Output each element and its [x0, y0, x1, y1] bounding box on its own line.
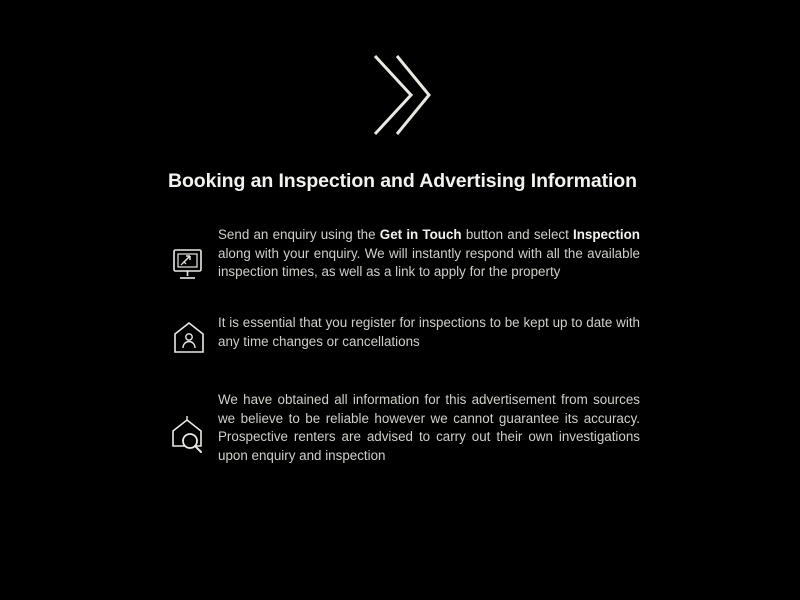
- list-item-text: [218, 226, 640, 282]
- text-segment-2: button and select: [461, 227, 574, 242]
- text-segment-1: Send an enquiry using the: [218, 227, 380, 242]
- page-title: Booking an Inspection and Advertising Information: [168, 170, 637, 192]
- info-list: [160, 226, 640, 491]
- list-item: [160, 391, 640, 465]
- house-person-register-icon: [160, 314, 218, 357]
- list-item-text: It is essential that you register for inspections to be kept up to date with any time changes or cancellations: [218, 315, 640, 349]
- text-segment-3: along with your enquiry. We will instantly respond with all the available inspection times, as well as a link to apply for the property: [218, 245, 640, 280]
- list-item: [160, 314, 640, 357]
- list-item-text: We have obtained all information for this advertisement from sources we believe to be reliable however we cannot guarantee its accuracy. Prospective renters are advised to carry out their own investigations upon enquiry and inspection: [218, 392, 640, 463]
- text-bold-get-in-touch: Get in Touch: [379, 227, 462, 242]
- computer-inspection-icon: [160, 226, 218, 284]
- house-magnifier-icon: [160, 391, 218, 455]
- chevron-right-logo: [0, 52, 800, 138]
- text-bold-inspection: Inspection: [573, 227, 640, 242]
- list-item: [160, 226, 640, 284]
